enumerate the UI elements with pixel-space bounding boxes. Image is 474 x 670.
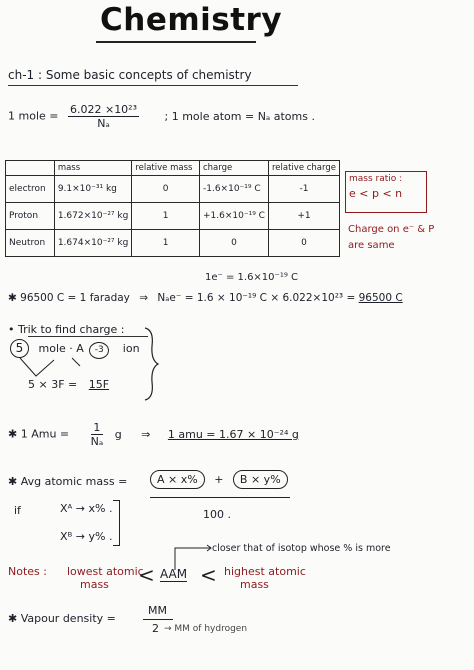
faraday-line [8,292,403,304]
particle-table [5,160,340,257]
aam-label: AAM [160,567,188,581]
amu-line [8,421,299,448]
avg-mass-lhs: ✱ Avg atomic mass = [8,475,128,488]
circled-charge: -3 [89,342,109,359]
mass-ratio-label: mass ratio : [349,174,403,184]
avg-term-b: B × y% [233,470,288,489]
amu-unit: g [114,427,122,441]
right-brace-icon [142,326,162,402]
less-than: < [200,563,217,587]
table-row [6,230,340,257]
avg-fraction-bar [150,497,290,498]
implies-arrow-icon: ⇒ [139,292,149,304]
title-underline [96,41,256,43]
faraday-result: 96500 C [358,292,403,304]
highest-atomic-mass: highest atomic [224,565,306,578]
vapour-numerator: MM [148,604,167,617]
mole-denominator: Nₐ [97,117,110,130]
trick-ion: ion [122,342,140,355]
faraday-lhs: ✱ 96500 C = 1 faraday [8,292,130,304]
vapour-note: → MM of hydrogen [164,624,248,634]
amu-lhs: ✱ 1 Amu = [8,427,70,441]
lowest-atomic-mass-2: mass [80,578,109,591]
notes-label: Notes : [8,565,47,578]
circled-mole-count: 5 [10,339,29,358]
less-than: < [138,563,155,587]
avg-if: if [14,504,21,517]
trick-calculation [28,378,109,391]
charge-note-line2: are same [348,240,395,251]
table-header: relative mass [132,161,200,176]
trick-heading: • Trik to find charge : [8,323,125,336]
vapour-denominator: 2 [152,622,159,635]
table-header: mass [54,161,132,176]
table-cell: Proton [6,203,55,230]
table-cell: +1.6×10⁻¹⁹ C [200,203,269,230]
electron-charge: 1e⁻ = 1.6×10⁻¹⁹ C [205,272,298,283]
avg-term-a: A × x% [150,470,205,489]
mass-ratio-box [345,171,427,213]
table-header: charge [200,161,269,176]
isotope-a: Xᴬ → x% . [60,502,113,515]
table-cell: 1 [132,203,200,230]
mass-ratio-value: e < p < n [349,187,403,200]
trick-arrows [14,356,104,380]
isotope-bracket [113,500,120,546]
amu-fraction [91,421,104,448]
table-cell: 1.672×10⁻²⁷ kg [54,203,132,230]
table-header-row [6,161,340,176]
amu-denominator: Nₐ [90,435,104,448]
table-row [6,203,340,230]
charge-note-line1: Charge on e⁻ & P [348,224,435,235]
table-cell: 1.674×10⁻²⁷ kg [54,230,132,257]
table-cell: 1 [132,230,200,257]
closer-note: closer that of isotop whose % is more [212,543,391,554]
trick-underline [28,336,148,337]
avg-mass-numerator [150,470,288,489]
faraday-calc: Nₐe⁻ = 1.6 × 10⁻¹⁹ C × 6.022×10²³ = [157,292,356,304]
isotope-b: Xᴮ → y% . [60,530,113,543]
table-cell: +1 [268,203,339,230]
page-title: Chemistry [100,2,283,38]
mole-numerator: 6.022 ×10²³ [69,103,138,116]
table-header [6,161,55,176]
mole-fraction [68,103,139,130]
table-cell: 0 [268,230,339,257]
highest-atomic-mass-2: mass [240,578,269,591]
table-row [6,176,340,203]
implies-arrow-icon: ⇒ [141,427,151,441]
chapter-underline [8,85,298,86]
trick-result: 15F [88,378,110,391]
mole-atom-relation: ; 1 mole atom = Nₐ atoms . [164,109,315,123]
table-cell: electron [6,176,55,203]
lowest-atomic-mass: lowest atomic [67,565,144,578]
trick-mole-text: mole · A [38,342,84,355]
avg-plus: + [214,473,224,486]
trick-calc: 5 × 3F = [28,378,78,391]
mole-definition [8,103,315,130]
chapter-heading: ch-1 : Some basic concepts of chemistry [8,68,252,82]
vapour-density-lhs: ✱ Vapour density = [8,612,116,625]
table-cell: 0 [132,176,200,203]
mole-lhs: 1 mole = [8,109,59,123]
amu-value: 1 amu = 1.67 × 10⁻²⁴ g [167,427,299,441]
table-cell: -1 [268,176,339,203]
table-cell: 0 [200,230,269,257]
table-cell: 9.1×10⁻³¹ kg [54,176,132,203]
table-cell: Neutron [6,230,55,257]
table-header: relative charge [268,161,339,176]
vapour-fraction-bar [143,619,173,620]
amu-numerator: 1 [91,421,104,435]
table-cell: -1.6×10⁻¹⁹ C [200,176,269,203]
avg-mass-denominator: 100 . [203,508,231,521]
